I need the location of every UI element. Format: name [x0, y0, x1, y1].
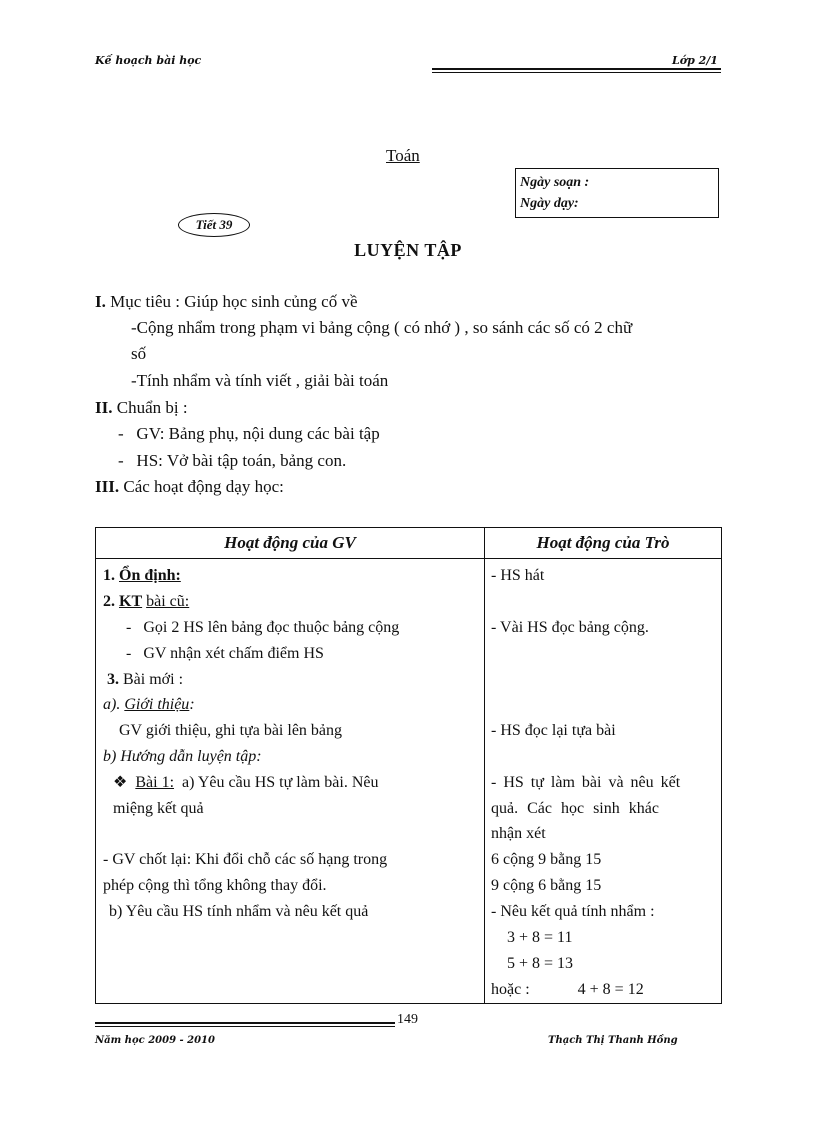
hs-r2: - Vài HS đọc bảng cộng.: [491, 619, 649, 636]
gv-item-1: 1. Ổn định:: [103, 567, 181, 584]
subject-title: Toán: [386, 146, 420, 165]
header-rule: [432, 68, 721, 70]
gv-ex1: ❖ Bài 1: a) Yêu cầu HS tự làm bài. Nêu: [113, 774, 379, 791]
activities-table: [95, 527, 722, 1004]
gv-item-2a: - Gọi 2 HS lên bảng đọc thuộc bảng cộng: [126, 619, 400, 636]
gv-item-3: 3. Bài mới :: [107, 671, 184, 688]
hs-r6: 9 cộng 6 bằng 15: [491, 877, 602, 894]
gv-ex1-cont: miệng kết quả: [113, 800, 204, 817]
gv-conclude-cont: phép cộng thì tổng không thay đổi.: [103, 877, 327, 894]
date-taught: Ngày dạy:: [520, 196, 579, 211]
period-badge: Tiết 39: [178, 213, 250, 237]
header-right: Lớp 2/1: [672, 54, 718, 67]
gv-item-2b: - GV nhận xét chấm điểm HS: [126, 645, 324, 662]
hs-r5: 6 cộng 9 bằng 15: [491, 851, 602, 868]
gv-item-2: 2. KT bài cũ:: [103, 593, 190, 610]
objective-2: -Tính nhẩm và tính viết , giải bài toán: [131, 371, 389, 390]
footer-left: Năm học 2009 - 2010: [95, 1035, 215, 1046]
prep-gv: - GV: Bảng phụ, nội dung các bài tập: [118, 424, 380, 443]
hs-r10: hoặc : 4 + 8 = 12: [491, 981, 644, 998]
hs-r1: - HS hát: [491, 567, 545, 584]
gv-conclude: - GV chốt lại: Khi đổi chỗ các số hạng trong: [103, 851, 388, 868]
objective-1-cont: số: [131, 344, 147, 363]
gv-ex1b: b) Yêu cầu HS tính nhẩm và nêu kết quả: [109, 903, 369, 920]
gv-column: [96, 559, 485, 1004]
prep-heading: II. Chuẩn bị :: [95, 398, 188, 417]
page-number: 149: [397, 1012, 418, 1027]
activities-heading: III. Các hoạt động dạy học:: [95, 477, 284, 496]
prep-hs: - HS: Vở bài tập toán, bảng con.: [118, 451, 347, 470]
date-box: [515, 168, 719, 218]
header-rule-thin: [432, 72, 721, 73]
objectives-heading: I. Mục tiêu : Giúp học sinh củng cố về: [95, 292, 358, 311]
date-prepared: Ngày soạn :: [520, 175, 590, 190]
lesson-title: LUYỆN TẬP: [354, 240, 462, 260]
gv-intro-text: GV giới thiệu, ghi tựa bài lên bảng: [119, 722, 343, 739]
footer-right: Thạch Thị Thanh Hồng: [548, 1035, 678, 1046]
hs-column: [485, 559, 722, 1004]
objective-1: -Cộng nhẩm trong phạm vi bảng cộng ( có nhớ ) , so sánh các số có 2 chữ: [131, 318, 633, 337]
header-left: Kế hoạch bài học: [95, 54, 202, 67]
gv-guide-heading: b) Hướng dẫn luyện tập:: [103, 748, 262, 765]
col-header-gv: Hoạt động của GV: [96, 528, 485, 559]
hs-r4a: - HS tự làm bài và nêu kết: [491, 774, 681, 791]
hs-r4c: nhận xét: [491, 825, 546, 842]
hs-r4b: quả. Các học sinh khác: [491, 800, 659, 817]
footer-rule-thin: [95, 1026, 395, 1027]
hs-r7: - Nêu kết quả tính nhẩm :: [491, 903, 655, 920]
hs-r3: - HS đọc lại tựa bài: [491, 722, 616, 739]
col-header-hs: Hoạt động của Trò: [485, 528, 722, 559]
gv-intro-heading: a). Giới thiệu:: [103, 696, 195, 713]
footer-rule: [95, 1022, 395, 1024]
hs-r8: 3 + 8 = 11: [507, 929, 573, 946]
hs-r9: 5 + 8 = 13: [507, 955, 574, 972]
